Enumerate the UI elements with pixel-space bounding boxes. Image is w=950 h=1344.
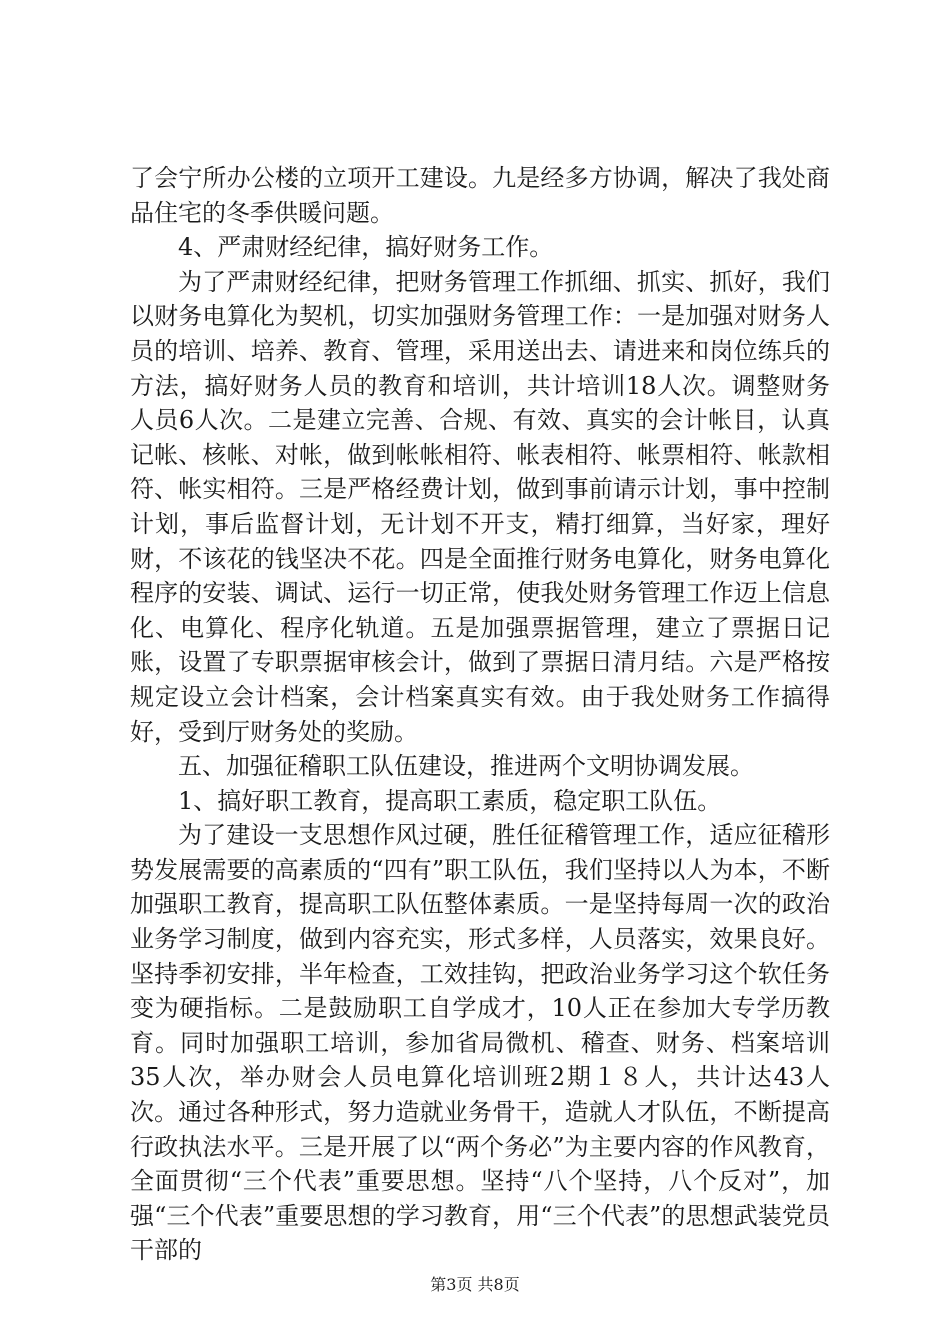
paragraph-finance: 为了严肃财经纪律，把财务管理工作抓细、抓实、抓好，我们以财务电算化为契机，切实加强财务管理工作：一是加强对财务人员的培训、培养、教育、管理，采用送出去、请进来和岗位练兵的方法，搞好财务人员的教育和培训，共计培训18人次。调整财务人员6人次。二是建立完善、合规、有效、真实的会计帐目，认真记帐、核帐、对帐，做到帐帐相符、帐表相符、帐票相符、帐款相符、帐实相符。三是严格经费计划，做到事前请示计划，事中控制计划，事后监督计划，无计划不开支，精打细算，当好家，理好财，不该花的钱坚决不花。四是全面推行财务电算化，财务电算化程序的安装、调试、运行一切正常，使我处财务管理工作迈上信息化、电算化、程序化轨道。五是加强票据管理，建立了票据日记账，设置了专职票据审核会计，做到了票据日清月结。六是严格按规定设立会计档案，会计档案真实有效。由于我处财务工作搞得好，受到厅财务处的奖励。 [130,267,830,746]
document-body [130,161,830,1268]
section-heading-staff: 五、加强征稽职工队伍建设，推进两个文明协调发展。 [178,752,754,781]
subsection-heading-education: 1、搞好职工教育，提高职工素质，稳定职工队伍。 [178,786,722,815]
section-heading-finance: 4、严肃财经纪律，搞好财务工作。 [178,233,554,262]
paragraph-continuation: 了会宁所办公楼的立项开工建设。九是经多方协调，解决了我处商品住宅的冬季供暖问题。 [130,164,830,227]
page-number-footer: 第3页 共8页 [430,1275,520,1294]
paragraph-education: 为了建设一支思想作风过硬，胜任征稽管理工作，适应征稽形势发展需要的高素质的“四有”职工队伍，我们坚持以人为本，不断加强职工教育，提高职工队伍整体素质。一是坚持每周一次的政治业务学习制度，做到内容充实，形式多样，人员落实，效果良好。坚持季初安排，半年检查，工效挂钩，把政治业务学习这个软任务变为硬指标。二是鼓励职工自学成才，10人正在参加大专学历教育。同时加强职工培训，参加省局微机、稽查、财务、档案培训35人次，举办财会人员电算化培训班2期１８人，共计达43人次。通过各种形式，努力造就业务骨干，造就人才队伍，不断提高行政执法水平。三是开展了以“两个务必”为主要内容的作风教育，全面贯彻“三个代表”重要思想。坚持“八个坚持，八个反对”，加强“三个代表”重要思想的学习教育，用“三个代表”的思想武装党员干部的 [130,821,830,1265]
